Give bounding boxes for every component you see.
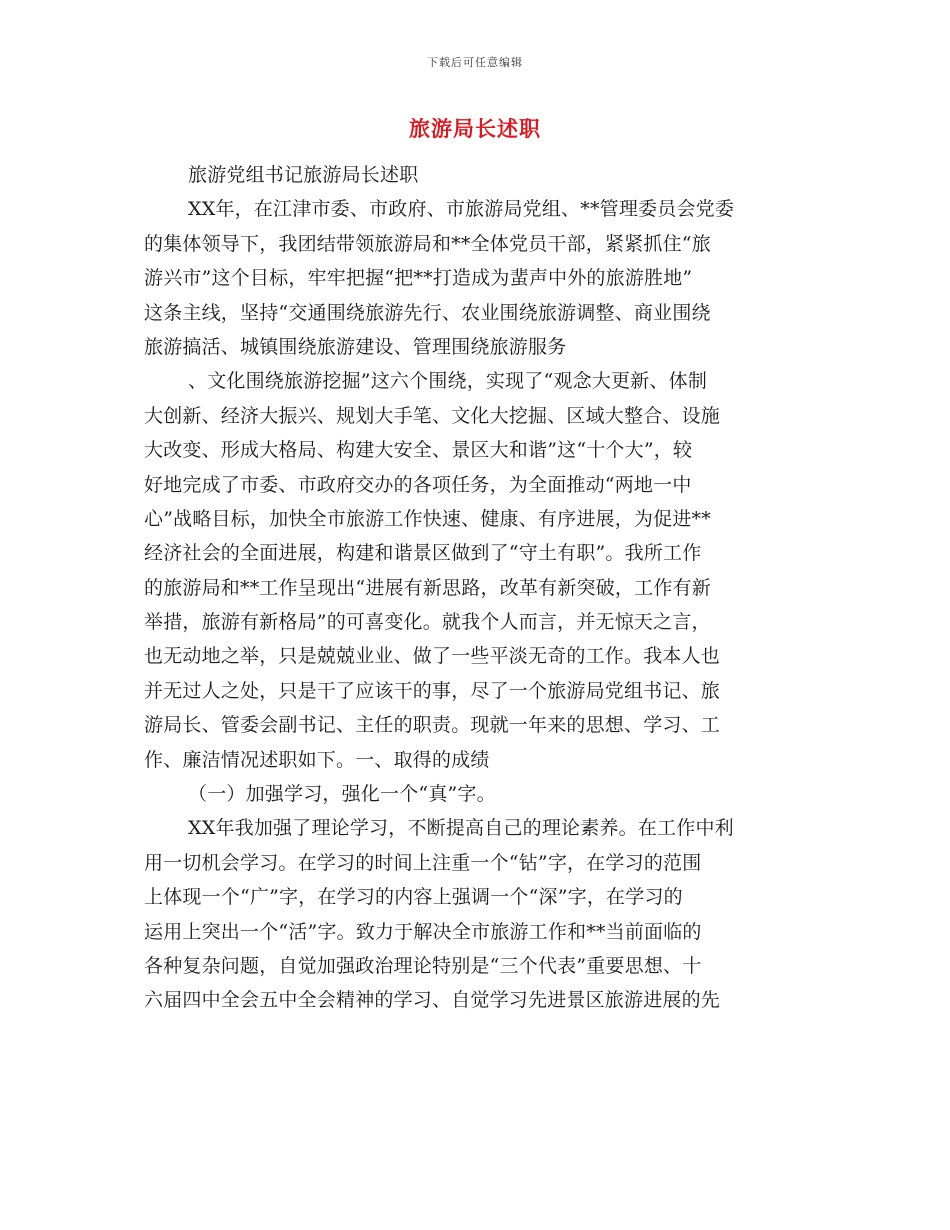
text-line: 旅游搞活、城镇围绕旅游建设、管理围绕旅游服务 xyxy=(144,335,567,358)
text-line: 作、廉洁情况述职如下。一、取得的成绩 xyxy=(144,748,490,771)
text-line: 游局长、管委会副书记、主任的职责。现就一年来的思想、学习、工 xyxy=(144,714,721,737)
text-line: 大改变、形成大格局、构建大安全、景区大和谐”这“十个大”，较 xyxy=(144,439,693,462)
section-heading: （一）加强学习，强化一个“真”字。 xyxy=(188,783,496,806)
text-line: 各种复杂问题，自觉加强政治理论特别是“三个代表”重要思想、十 xyxy=(144,954,702,977)
text-line: XX年，在江津市委、市政府、市旅游局党组、**管理委员会党委 xyxy=(188,198,735,221)
text-line: 的集体领导下，我团结带领旅游局和**全体党员干部，紧紧抓住“旅 xyxy=(144,232,711,255)
text-line: 运用上突出一个“活”字。致力于解决全市旅游工作和**当前面临的 xyxy=(144,920,702,943)
text-line: 的旅游局和**工作呈现出“进展有新思路，改革有新突破，工作有新 xyxy=(144,576,711,599)
text-line: 并无过人之处，只是干了应该干的事，尽了一个旅游局党组书记、旅 xyxy=(144,679,721,702)
text-line: 六届四中全会五中全会精神的学习、自觉学习先进景区旅游进展的先 xyxy=(144,989,721,1012)
text-line: 经济社会的全面进展，构建和谐景区做到了“守土有职”。我所工作 xyxy=(144,542,702,565)
text-line: 用一切机会学习。在学习的时间上注重一个“钻”字，在学习的范围 xyxy=(144,851,702,874)
page-header: 下载后可任意编辑 xyxy=(427,56,523,69)
text-line: XX年我加强了理论学习，不断提高自己的理论素养。在工作中利 xyxy=(188,817,734,840)
text-line: 旅游党组书记旅游局长述职 xyxy=(188,164,419,186)
text-line: 也无动地之举，只是兢兢业业、做了一些平淡无奇的工作。我本人也 xyxy=(144,645,721,668)
text-line: 大创新、经济大振兴、规划大手笔、文化大挖掘、区域大整合、设施 xyxy=(144,404,721,427)
document-body xyxy=(144,158,804,1018)
text-line: 这条主线，坚持“交通围绕旅游先行、农业围绕旅游调整、商业围绕 xyxy=(144,301,711,324)
document-title: 旅游局长述职 xyxy=(409,116,541,141)
text-line: 举措，旅游有新格局”的可喜变化。就我个人而言，并无惊天之言， xyxy=(144,611,711,634)
text-line: 、文化围绕旅游挖掘”这六个围绕，实现了“观念大更新、体制 xyxy=(188,370,708,393)
text-line: 上体现一个“广”字，在学习的内容上强调一个“深”字，在学习的 xyxy=(144,886,683,909)
text-line: 游兴市”这个目标，牢牢把握“把**打造成为蜚声中外的旅游胜地” xyxy=(144,267,693,290)
text-line: 好地完成了市委、市政府交办的各项任务，为全面推动“两地一中 xyxy=(144,473,692,496)
text-line: 心”战略目标，加快全市旅游工作快速、健康、有序进展，为促进** xyxy=(144,507,711,530)
